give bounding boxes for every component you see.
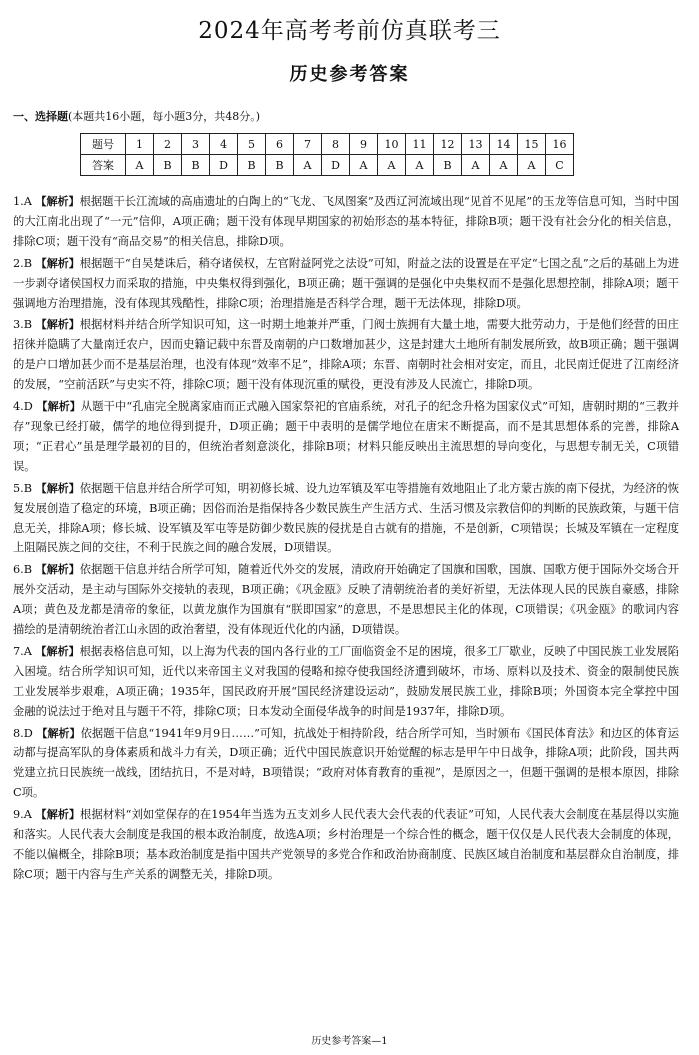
explanation-item <box>13 254 679 314</box>
explanation-item <box>13 397 679 477</box>
item-number: 9.A <box>13 808 32 822</box>
answer-cell: B <box>238 155 266 176</box>
question-number-cell: 14 <box>490 134 518 155</box>
explanation-item <box>13 315 679 395</box>
item-text: 根据题干长江流域的高庙遗址的白陶上的“飞龙、飞凤图案”及西辽河流域出现“见首不见尾”的玉龙等信息可知，当时中国的大江南北出现了“一元”信仰，A项正确；题干没有体现早期国家的初始形态的基本特征，排除B项；题干没有社会分化的相关信息，排除C项；题干没有“商品交易”的相关信息，排除D项。 <box>13 195 680 248</box>
explanation-item <box>13 805 679 885</box>
answer-cell: D <box>210 155 238 176</box>
item-text: 依据题干信息并结合所学可知，明初修长城、设九边军镇及军屯等措施有效地阻止了北方蒙古族的南下侵扰，为经济的恢复发展创造了稳定的环境，B项正确；因俗而治是指保持各少数民族生产生活方式、生活习惯及宗教信仰的判断的民族政策，与题干信息无关，排除A项；修长城、设军镇及军屯等是防御少数民族的侵扰是自古就有的措施，不是创新，C项错误；长城及军镇在一定程度上阻隔民族之间的交往，不利于民族之间的融合发展，D项错误。 <box>13 481 680 555</box>
item-number: 4.D <box>13 400 33 414</box>
item-text: 依据题干信息并结合所学可知，随着近代外交的发展，清政府开始确定了国旗和国歌，国旗、国歌方便于国际外交场合开展外交活动，是主动与国际外交接轨的表现，B项正确；《巩金瓯》反映了清朝统治者的美好祈望，无法体现人民的民族自豪感，排除A项；黄色及龙都是清帝的象征，以黄龙旗作为国旗有“朕即国家”的意思，不是思想民主化的体现，C项错误；《巩金瓯》的歌词内容描绘的是清朝统治者江山永固的政治奢望，没有体现近代化的内涵，D项错误。 <box>13 563 680 637</box>
item-tag: 【解析】 <box>35 318 80 332</box>
question-number-cell: 6 <box>266 134 294 155</box>
number-row-label: 题号 <box>81 134 126 155</box>
explanation-item <box>13 479 679 559</box>
answer-cell: B <box>154 155 182 176</box>
answer-cell: A <box>462 155 490 176</box>
explanation-item <box>13 642 679 722</box>
item-tag: 【解析】 <box>36 726 81 740</box>
page-title: 2024年高考考前仿真联考三 <box>198 18 501 44</box>
item-text: 根据材料并结合所学知识可知，这一时期土地兼并严重，门阀士族拥有大量土地，需要大批劳动力，于是他们经营的田庄招徕并隐瞒了大量南迁农户，因而史籍记载中东晋及南朝的户口数增加甚少，这是封建大土地所有制发展所致，故B项正确；题干强调的是户口增加甚少而不是基层治理，也没有体现“效率不足”，排除A项；东晋、南朝时社会相对安定，而且，北民南迁促进了江南经济的发展，“空前活跃”与史实不符，排除C项；题干没有体现沉重的赋役，更没有涉及人民流亡，排除D项。 <box>13 318 680 392</box>
question-number-cell: 8 <box>322 134 350 155</box>
item-number: 7.A <box>13 644 32 658</box>
page-subtitle: 历史参考答案 <box>289 64 410 85</box>
answer-cell: B <box>266 155 294 176</box>
question-number-cell: 7 <box>294 134 322 155</box>
question-number-cell: 10 <box>378 134 406 155</box>
item-text: 根据题干“自吴楚诛后，稍夺诸侯权，左官附益阿党之法设”可知，附益之法的设置是在平定“七国之乱”之后的基础上为进一步剥夺诸侯国权力而采取的措施，中央集权得到强化，B项正确；题干强调的是强化中央集权而不是强化思想控制，排除A项；题干强调地方治理措施，没有体现其残酷性，排除C项；治理措施是否科学合理，题干无法体现，排除D项。 <box>13 256 680 310</box>
item-number: 1.A <box>13 195 32 208</box>
item-number: 5.B <box>13 481 33 495</box>
answer-row-label: 答案 <box>81 155 126 176</box>
explanations-list <box>13 192 679 887</box>
answer-cell: B <box>182 155 210 176</box>
question-number-cell: 16 <box>546 134 574 155</box>
item-number: 2.B <box>13 256 33 270</box>
question-number-cell: 2 <box>154 134 182 155</box>
item-number: 6.B <box>13 563 33 577</box>
item-tag: 【解析】 <box>36 400 81 414</box>
explanation-item <box>13 192 679 252</box>
answer-cell: D <box>322 155 350 176</box>
item-tag: 【解析】 <box>35 195 80 208</box>
item-tag: 【解析】 <box>35 256 80 270</box>
question-number-cell: 1 <box>126 134 154 155</box>
answer-table-number-row <box>81 134 574 155</box>
answer-cell: C <box>546 155 574 176</box>
question-number-cell: 12 <box>434 134 462 155</box>
answer-table <box>80 133 574 176</box>
item-text: 根据表格信息可知，以上海为代表的国内各行业的工厂面临资金不足的困境，很多工厂歇业，反映了中国民族工业发展陷入困境。结合所学知识可知，近代以来帝国主义对我国的侵略和掠夺使我国经济遭到破坏，市场、原料以及技术、资金的限制使民族工业发展举步艰难，A项正确；1935年，国民政府开展“国民经济建设运动”，鼓励发展民族工业，排除B项；外国资本完全掌控中国金融的说法过于绝对且与题干不符，排除C项；日本发动全面侵华战争的时间是1937年，排除D项。 <box>13 644 680 718</box>
item-tag: 【解析】 <box>35 808 81 822</box>
item-number: 3.B <box>13 318 33 332</box>
item-number: 8.D <box>13 726 33 740</box>
answer-table-answer-row <box>81 155 574 176</box>
question-number-cell: 13 <box>462 134 490 155</box>
question-number-cell: 5 <box>238 134 266 155</box>
section-heading <box>13 108 260 124</box>
item-text: 根据材料“刘如堂保存的在1954年当选为五支刘乡人民代表大会代表的代表证”可知，人民代表大会制度在基层得以实施和落实。人民代表大会制度是我国的根本政治制度，故选A项；乡村治理是一个综合性的概念，题干仅仅是人民代表大会制度的体现，不能以偏概全，排除B项；基本政治制度是指中国共产党领导的多党合作和政治协商制度、民族区域自治制度和基层群众自治制度，排除C项；题干内容与生产关系的调整无关，排除D项。 <box>13 808 680 881</box>
item-text: 依据题干信息“1941年9月9日……”可知，抗战处于相持阶段，结合所学可知，当时颁布《国民体育法》和边区的体育运动都与提高军队的身体素质和战斗力有关，D项正确；近代中国民族意识开始觉醒的标志是甲午中日战争，排除A项；此阶段，国共两党建立抗日民族统一战线，团结抗日，不是对峙，B项错误；“政府对体育教育的重视”，是原因之一，但题干强调的是根本原因，排除C项。 <box>13 726 679 800</box>
question-number-cell: 15 <box>518 134 546 155</box>
item-text: 从题干中“孔庙完全脱离家庙而正式融入国家祭祀的官庙系统，对孔子的纪念升格为国家仪式”可知，唐朝时期的“三教并存”现象已经打破，儒学的地位得到提升，D项正确；题干中表明的是儒学地位在唐宋不断提高，而不是其思想体系的完善，排除A项；“正君心”虽是理学最初的目的，但统治者刻意淡化，排除B项；材料只能反映出主流思想的导向变化，与思想专制无关，C项错误。 <box>13 400 680 473</box>
item-tag: 【解析】 <box>35 563 80 577</box>
section-note: (本题共16小题，每小题3分，共48分。) <box>68 110 261 123</box>
answer-cell: A <box>490 155 518 176</box>
explanation-item <box>13 724 679 804</box>
page-footer: 历史参考答案—1 <box>311 1036 388 1047</box>
answer-cell: A <box>294 155 322 176</box>
answer-cell: A <box>378 155 406 176</box>
answer-cell: A <box>406 155 434 176</box>
question-number-cell: 4 <box>210 134 238 155</box>
answer-cell: B <box>434 155 462 176</box>
item-tag: 【解析】 <box>35 644 80 658</box>
answer-cell: A <box>126 155 154 176</box>
question-number-cell: 11 <box>406 134 434 155</box>
explanation-item <box>13 560 679 640</box>
question-number-cell: 3 <box>182 134 210 155</box>
answer-cell: A <box>518 155 546 176</box>
section-label: 一、选择题 <box>13 110 68 123</box>
question-number-cell: 9 <box>350 134 378 155</box>
answer-cell: A <box>350 155 378 176</box>
item-tag: 【解析】 <box>35 481 80 495</box>
